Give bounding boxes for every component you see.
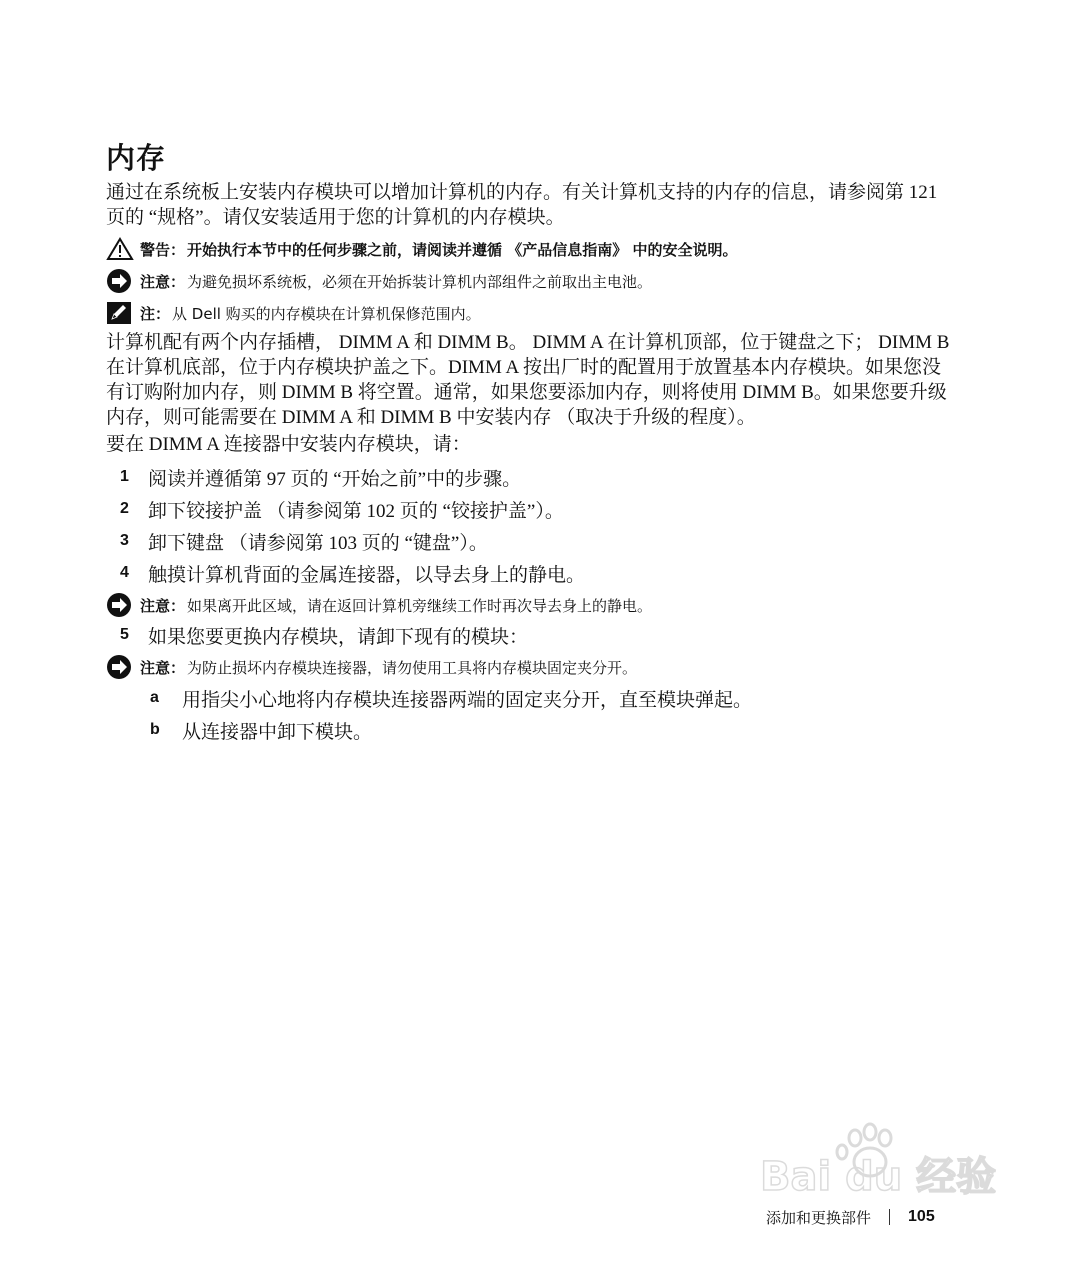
step-number: 5	[120, 626, 129, 643]
notice-arrow-icon	[106, 268, 140, 294]
step-2	[120, 496, 564, 522]
step-number: 1	[120, 468, 129, 485]
intro-paragraph: 通过在系统板上安装内存模块可以增加计算机的内存。有关计算机支持的内存的信息，请参阅第 121 页的 “规格”。请仅安装适用于您的计算机的内存模块。	[106, 182, 938, 228]
notice-label: 注意：	[140, 658, 186, 677]
step-number: 4	[120, 564, 129, 581]
notice-connector	[106, 654, 956, 680]
notice-battery	[106, 268, 956, 294]
notice-text: 为防止损坏内存模块连接器，请勿使用工具将内存模块固定夹分开。	[187, 658, 638, 677]
warning-label: 警告：	[140, 240, 186, 259]
substep-text: 用指尖小心地将内存模块连接器两端的固定夹分开，直至模块弹起。	[182, 689, 753, 711]
note-label: 注：	[140, 304, 171, 323]
footer-divider	[889, 1209, 890, 1225]
substep-b	[150, 717, 372, 743]
step-text: 卸下铰接护盖 （请参阅第 102 页的 “铰接护盖”）。	[148, 500, 564, 522]
substep-letter: a	[150, 689, 159, 706]
warning-triangle-icon	[106, 236, 140, 262]
step-text: 阅读并遵循第 97 页的 “开始之前”中的步骤。	[148, 468, 522, 490]
page-number: 105	[908, 1208, 935, 1225]
step-text: 卸下键盘 （请参阅第 103 页的 “键盘”）。	[148, 532, 488, 554]
step-5	[120, 622, 528, 648]
note-text: 从 Dell 购买的内存模块在计算机保修范围内。	[172, 304, 481, 323]
step-1	[120, 464, 521, 490]
step-text: 触摸计算机背面的金属连接器，以导去身上的静电。	[148, 564, 586, 586]
notice-text: 如果离开此区域，请在返回计算机旁继续工作时再次导去身上的静电。	[187, 596, 653, 615]
substep-text: 从连接器中卸下模块。	[182, 721, 373, 743]
notice-arrow-icon	[106, 592, 140, 618]
baidu-watermark-logo	[760, 1118, 1010, 1218]
step-number: 2	[120, 500, 129, 517]
watermark-text: Bai du 经验	[760, 1154, 997, 1200]
note-warranty	[106, 300, 956, 326]
step-number: 3	[120, 532, 129, 549]
step-text: 如果您要更换内存模块，请卸下现有的模块：	[148, 626, 529, 648]
notice-static	[106, 592, 956, 618]
substep-a	[150, 685, 752, 711]
step-3	[120, 528, 488, 554]
footer-section-title: 添加和更换部件	[766, 1208, 872, 1227]
dimm-paragraph: 计算机配有两个内存插槽， DIMM A 和 DIMM B。 DIMM A 在计算机顶部，位于键盘之下； DIMM B 在计算机底部，位于内存模块护盖之下。DIMM A 按出厂时的配置用于放置基本内存模块。如果您没有订购附加内存，则 DIMM B 将空置。通常，如果您要添加内存，则将使用 DIMM B。如果您要升级内存，则可能需要在 DIMM A 和 DIMM B 中安装内存 （取决于升级的程度）。	[106, 332, 950, 428]
install-intro: 要在 DIMM A 连接器中安装内存模块，请：	[106, 434, 471, 455]
step-4	[120, 560, 585, 586]
warning-text: 开始执行本节中的任何步骤之前，请阅读并遵循 《产品信息指南》 中的安全说明。	[187, 240, 738, 259]
warning-notice	[106, 236, 956, 262]
notice-text: 为避免损坏系统板，必须在开始拆装计算机内部组件之前取出主电池。	[187, 272, 653, 291]
note-pencil-icon	[106, 300, 140, 326]
notice-label: 注意：	[140, 272, 186, 291]
notice-arrow-icon	[106, 654, 140, 680]
notice-label: 注意：	[140, 596, 186, 615]
page-footer	[766, 1205, 935, 1229]
page-title: 内存	[106, 141, 167, 175]
substep-letter: b	[150, 721, 160, 738]
